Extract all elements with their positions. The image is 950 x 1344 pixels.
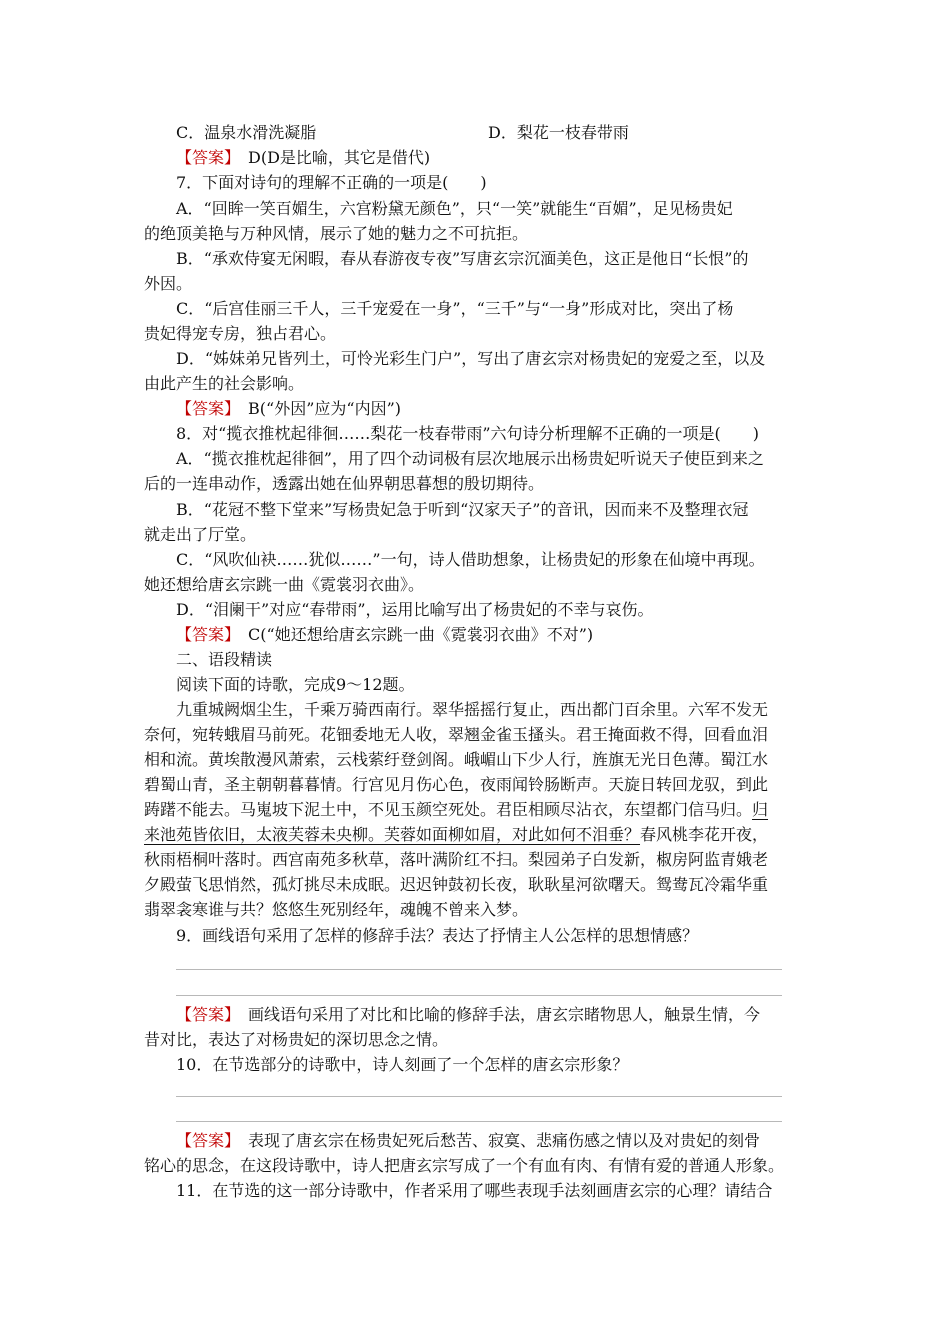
answer-tag: 【答案】 xyxy=(176,148,233,167)
section-heading: 二、语段精读 xyxy=(176,650,273,669)
q8-option-b: B．“花冠不整下堂来”写杨贵妃急于听到“汉家天子”的音讯，因而来不及整理衣冠 xyxy=(176,500,749,519)
poem-line-9: 翡翠衾寒谁与共？悠悠生死别经年，魂魄不曾来入梦。 xyxy=(144,900,529,919)
q7-option-d-cont: 由此产生的社会影响。 xyxy=(144,374,305,393)
q8-option-a-cont: 后的一连串动作，透露出她在仙界朝思暮想的殷切期待。 xyxy=(144,474,545,493)
underlined-text: 来池苑皆依旧，太液芙蓉未央柳。芙蓉如面柳如眉，对此如何不泪垂？ xyxy=(144,825,641,844)
q8-option-b-cont: 就走出了厅堂。 xyxy=(144,525,257,544)
q7-stem: 7．下面对诗句的理解不正确的一项是( ) xyxy=(176,173,487,192)
q6-option-c: C．温泉水滑洗凝脂 xyxy=(176,123,317,142)
answer-tag: 【答案】 xyxy=(176,1131,233,1150)
q8-option-c: C．“风吹仙袂……犹似……”一句，诗人借助想象，让杨贵妃的形象在仙境中再现。 xyxy=(176,550,765,569)
q8-answer-line xyxy=(176,623,593,647)
q9-answer: 画线语句采用了对比和比喻的修辞手法，唐玄宗睹物思人，触景生情，今 xyxy=(248,1005,761,1024)
q10-answer: 表现了唐玄宗在杨贵妃死后愁苦、寂寞、悲痛伤感之情以及对贵妃的刻骨 xyxy=(248,1131,761,1150)
poem-line-1: 九重城阙烟尘生，千乘万骑西南行。翠华摇摇行复止，西出都门百余里。六军不发无 xyxy=(176,700,769,719)
poem-line-5-text: 踌躇不能去。马嵬坡下泥土中，不见玉颜空死处。君臣相顾尽沾衣，东望都门信马归。 xyxy=(144,800,753,819)
q11-stem: 11．在节选的这一部分诗歌中，作者采用了哪些表现手法刻画唐玄宗的心理？请结合 xyxy=(176,1181,773,1200)
underlined-text: 归 xyxy=(752,800,769,819)
q8-option-d: D．“泪阑干”对应“春带雨”，运用比喻写出了杨贵妃的不幸与哀伤。 xyxy=(176,600,654,619)
poem-line-4: 碧蜀山青，圣主朝朝暮暮情。行宫见月伤心色，夜雨闻铃肠断声。天旋日转回龙驭，到此 xyxy=(144,775,769,794)
poem-line-8: 夕殿萤飞思悄然，孤灯挑尽未成眠。迟迟钟鼓初长夜，耿耿星河欲曙天。鸳鸯瓦冷霜华重 xyxy=(144,875,769,894)
q7-answer: B(“外因”应为“内因”) xyxy=(248,399,401,418)
poem-line-6-text: 春风桃李花开夜， xyxy=(640,825,769,844)
q7-option-a-cont: 的绝顶美艳与万种风情，展示了她的魅力之不可抗拒。 xyxy=(144,224,529,243)
q8-stem: 8．对“揽衣推枕起徘徊……梨花一枝春带雨”六句诗分析理解不正确的一项是( ) xyxy=(176,424,760,443)
q6-answer-line xyxy=(176,146,430,170)
q8-answer: C(“她还想给唐玄宗跳一曲《霓裳羽衣曲》不对”) xyxy=(248,625,594,644)
q9-answer-line xyxy=(176,1003,760,1027)
q6-option-d: D．梨花一枝春带雨 xyxy=(488,123,629,142)
poem-line-7: 秋雨梧桐叶落时。西宫南苑多秋草，落叶满阶红不扫。梨园弟子白发新，椒房阿监青娥老 xyxy=(144,850,769,869)
poem-line-5 xyxy=(144,798,768,822)
q10-stem: 10．在节选部分的诗歌中，诗人刻画了一个怎样的唐玄宗形象？ xyxy=(176,1055,629,1074)
q7-option-b: B．“承欢侍宴无闲暇，春从春游夜专夜”写唐玄宗沉湎美色，这正是他日“长恨”的 xyxy=(176,249,749,268)
q6-answer: D(D是比喻，其它是借代) xyxy=(248,148,431,167)
q9-stem: 9．画线语句采用了怎样的修辞手法？表达了抒情主人公怎样的思想情感？ xyxy=(176,926,699,945)
answer-blank-line[interactable] xyxy=(176,1121,782,1122)
answer-tag: 【答案】 xyxy=(176,625,233,644)
q8-option-a: A．“揽衣推枕起徘徊”，用了四个动词极有层次地展示出杨贵妃听说天子使臣到来之 xyxy=(176,449,764,468)
q9-answer-cont: 昔对比，表达了对杨贵妃的深切思念之情。 xyxy=(144,1030,449,1049)
poem-line-3: 相和流。黄埃散漫风萧索，云栈萦纡登剑阁。峨嵋山下少人行，旌旗无光日色薄。蜀江水 xyxy=(144,750,769,769)
q10-answer-cont: 铭心的思念，在这段诗歌中，诗人把唐玄宗写成了一个有血有肉、有情有爱的普通人形象。 xyxy=(144,1156,785,1175)
q7-option-b-cont: 外因。 xyxy=(144,274,193,293)
q8-option-c-cont: 她还想给唐玄宗跳一曲《霓裳羽衣曲》。 xyxy=(144,575,425,594)
answer-blank-line[interactable] xyxy=(176,969,782,970)
q7-answer-line xyxy=(176,397,401,421)
poem-line-2: 奈何，宛转蛾眉马前死。花钿委地无人收，翠翘金雀玉搔头。君王掩面救不得，回看血泪 xyxy=(144,725,769,744)
answer-blank-line[interactable] xyxy=(176,995,782,996)
q7-option-c: C．“后宫佳丽三千人，三千宠爱在一身”，“三千”与“一身”形成对比，突出了杨 xyxy=(176,299,734,318)
q7-option-d: D．“姊妹弟兄皆列土，可怜光彩生门户”，写出了唐玄宗对杨贵妃的宠爱之至，以及 xyxy=(176,349,766,368)
section-instruction: 阅读下面的诗歌，完成9～12题。 xyxy=(176,675,415,694)
q7-option-c-cont: 贵妃得宠专房，独占君心。 xyxy=(144,324,337,343)
answer-blank-line[interactable] xyxy=(176,1096,782,1097)
q10-answer-line xyxy=(176,1129,760,1153)
poem-line-6 xyxy=(144,823,768,847)
answer-tag: 【答案】 xyxy=(176,1005,233,1024)
q7-option-a: A．“回眸一笑百媚生，六宫粉黛无颜色”，只“一笑”就能生“百媚”，足见杨贵妃 xyxy=(176,199,733,218)
answer-tag: 【答案】 xyxy=(176,399,233,418)
